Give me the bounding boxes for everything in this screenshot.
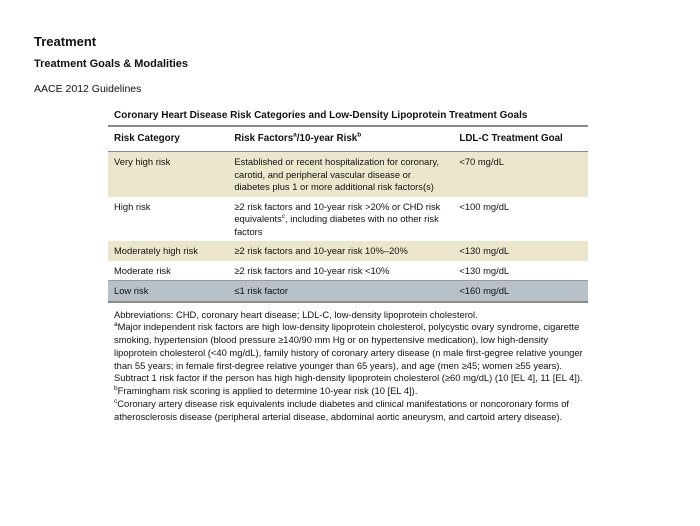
column-header-risk-factors: [228, 127, 453, 152]
footnote-abbreviations: Abbreviations: CHD, coronary heart disease; LDL-C, low-density lipoprotein cholesterol.: [114, 308, 478, 320]
risk-table: [108, 127, 588, 303]
section-heading: Treatment Goals & Modalities: [34, 58, 189, 70]
footnote-b-text: Framingham risk scoring is applied to determine 10-year risk (10 [EL 4]).: [117, 385, 418, 397]
table-row-low-risk: [108, 281, 588, 302]
footnote-a-mark: a: [114, 321, 118, 329]
cell-risk-factors: Established or recent hospitalization for coronary, carotid, and peripheral vascular disease or diabetes plus 1 or more additional risk factors(s): [228, 152, 453, 197]
footnote-a-text: Major independent risk factors are high low-density lipoprotein cholesterol, polycystic ovary syndrome, cigarette smoking, hypertension (blood pressure ≥140/90 mm Hg or on hypertensive medication), low high-density lipoprotein cholesterol (<40 mg/dL), family history of coronary artery disease (n male first-gegree relative younger than 55 years; in female first-degree relative younger than 65 years), and age (men ≥45; women ≥55 years). Subtract 1 risk factor if the person has high high-density lipoprotein cholesterol (≥60 mg/dL) (10 [EL 4], 11 [EL 4]).: [114, 321, 583, 384]
cell-ldl-goal: <130 mg/dL: [453, 261, 588, 281]
cell-ldl-goal: <130 mg/dL: [453, 241, 588, 261]
footnote-mark-b: b: [357, 131, 362, 139]
cell-risk-category: Very high risk: [108, 152, 228, 197]
table-row-moderate-risk: [108, 261, 588, 281]
cell-risk-factors: ≥2 risk factors and 10-year risk <10%: [228, 261, 453, 281]
table-row-high-risk: [108, 197, 588, 242]
column-header-risk-factors-label: Risk Factors: [234, 133, 294, 144]
column-header-risk-category: Risk Category: [108, 127, 228, 152]
cell-risk-category: Moderate risk: [108, 261, 228, 281]
cell-risk-category: High risk: [108, 197, 228, 242]
footnote-c-text: Coronary artery disease risk equivalents include diabetes and clinical manifestations or noncoronary forms of atherosclerosis disease (peripheral arterial disease, abdominal aortic aneurysm, and cartoid artery disease).: [114, 397, 570, 422]
table-header-row: [108, 127, 588, 152]
footnote-b: [114, 385, 592, 398]
table-row-very-high-risk: [108, 152, 588, 197]
cell-ldl-goal: <100 mg/dL: [453, 197, 588, 242]
cell-risk-category: Moderately high risk: [108, 241, 228, 261]
footnote-c-mark: c: [114, 397, 118, 405]
cell-risk-factors-text-cont: , including diabetes with no other risk factors: [234, 213, 439, 237]
cell-ldl-goal: <70 mg/dL: [453, 152, 588, 197]
guideline-source: AACE 2012 Guidelines: [34, 83, 142, 95]
footnote-c: [114, 398, 592, 424]
cell-ldl-goal: <160 mg/dL: [453, 281, 588, 302]
risk-table-panel: [108, 110, 588, 424]
cell-risk-factors: ≤1 risk factor: [228, 281, 453, 302]
cell-risk-factors-text: ≥2 risk factors and 10-year risk >20% or CHD risk equivalents: [234, 200, 441, 225]
page-title: Treatment: [34, 34, 97, 49]
footnote-b-mark: b: [114, 385, 118, 393]
table-row-moderately-high-risk: [108, 241, 588, 261]
table-footnotes: [108, 309, 592, 424]
column-header-ldl-goal: LDL-C Treatment Goal: [453, 127, 588, 152]
cell-risk-factors: [228, 197, 453, 242]
cell-risk-category: Low risk: [108, 281, 228, 302]
column-header-risk-suffix: /10-year Risk: [296, 133, 358, 144]
footnote-mark-c: c: [281, 212, 286, 220]
cell-risk-factors: ≥2 risk factors and 10-year risk 10%–20%: [228, 241, 453, 261]
table-title: Coronary Heart Disease Risk Categories and Low-Density Lipoprotein Treatment Goals: [114, 110, 528, 121]
footnote-a: [114, 321, 592, 385]
footnote-mark-a: a: [293, 131, 297, 139]
